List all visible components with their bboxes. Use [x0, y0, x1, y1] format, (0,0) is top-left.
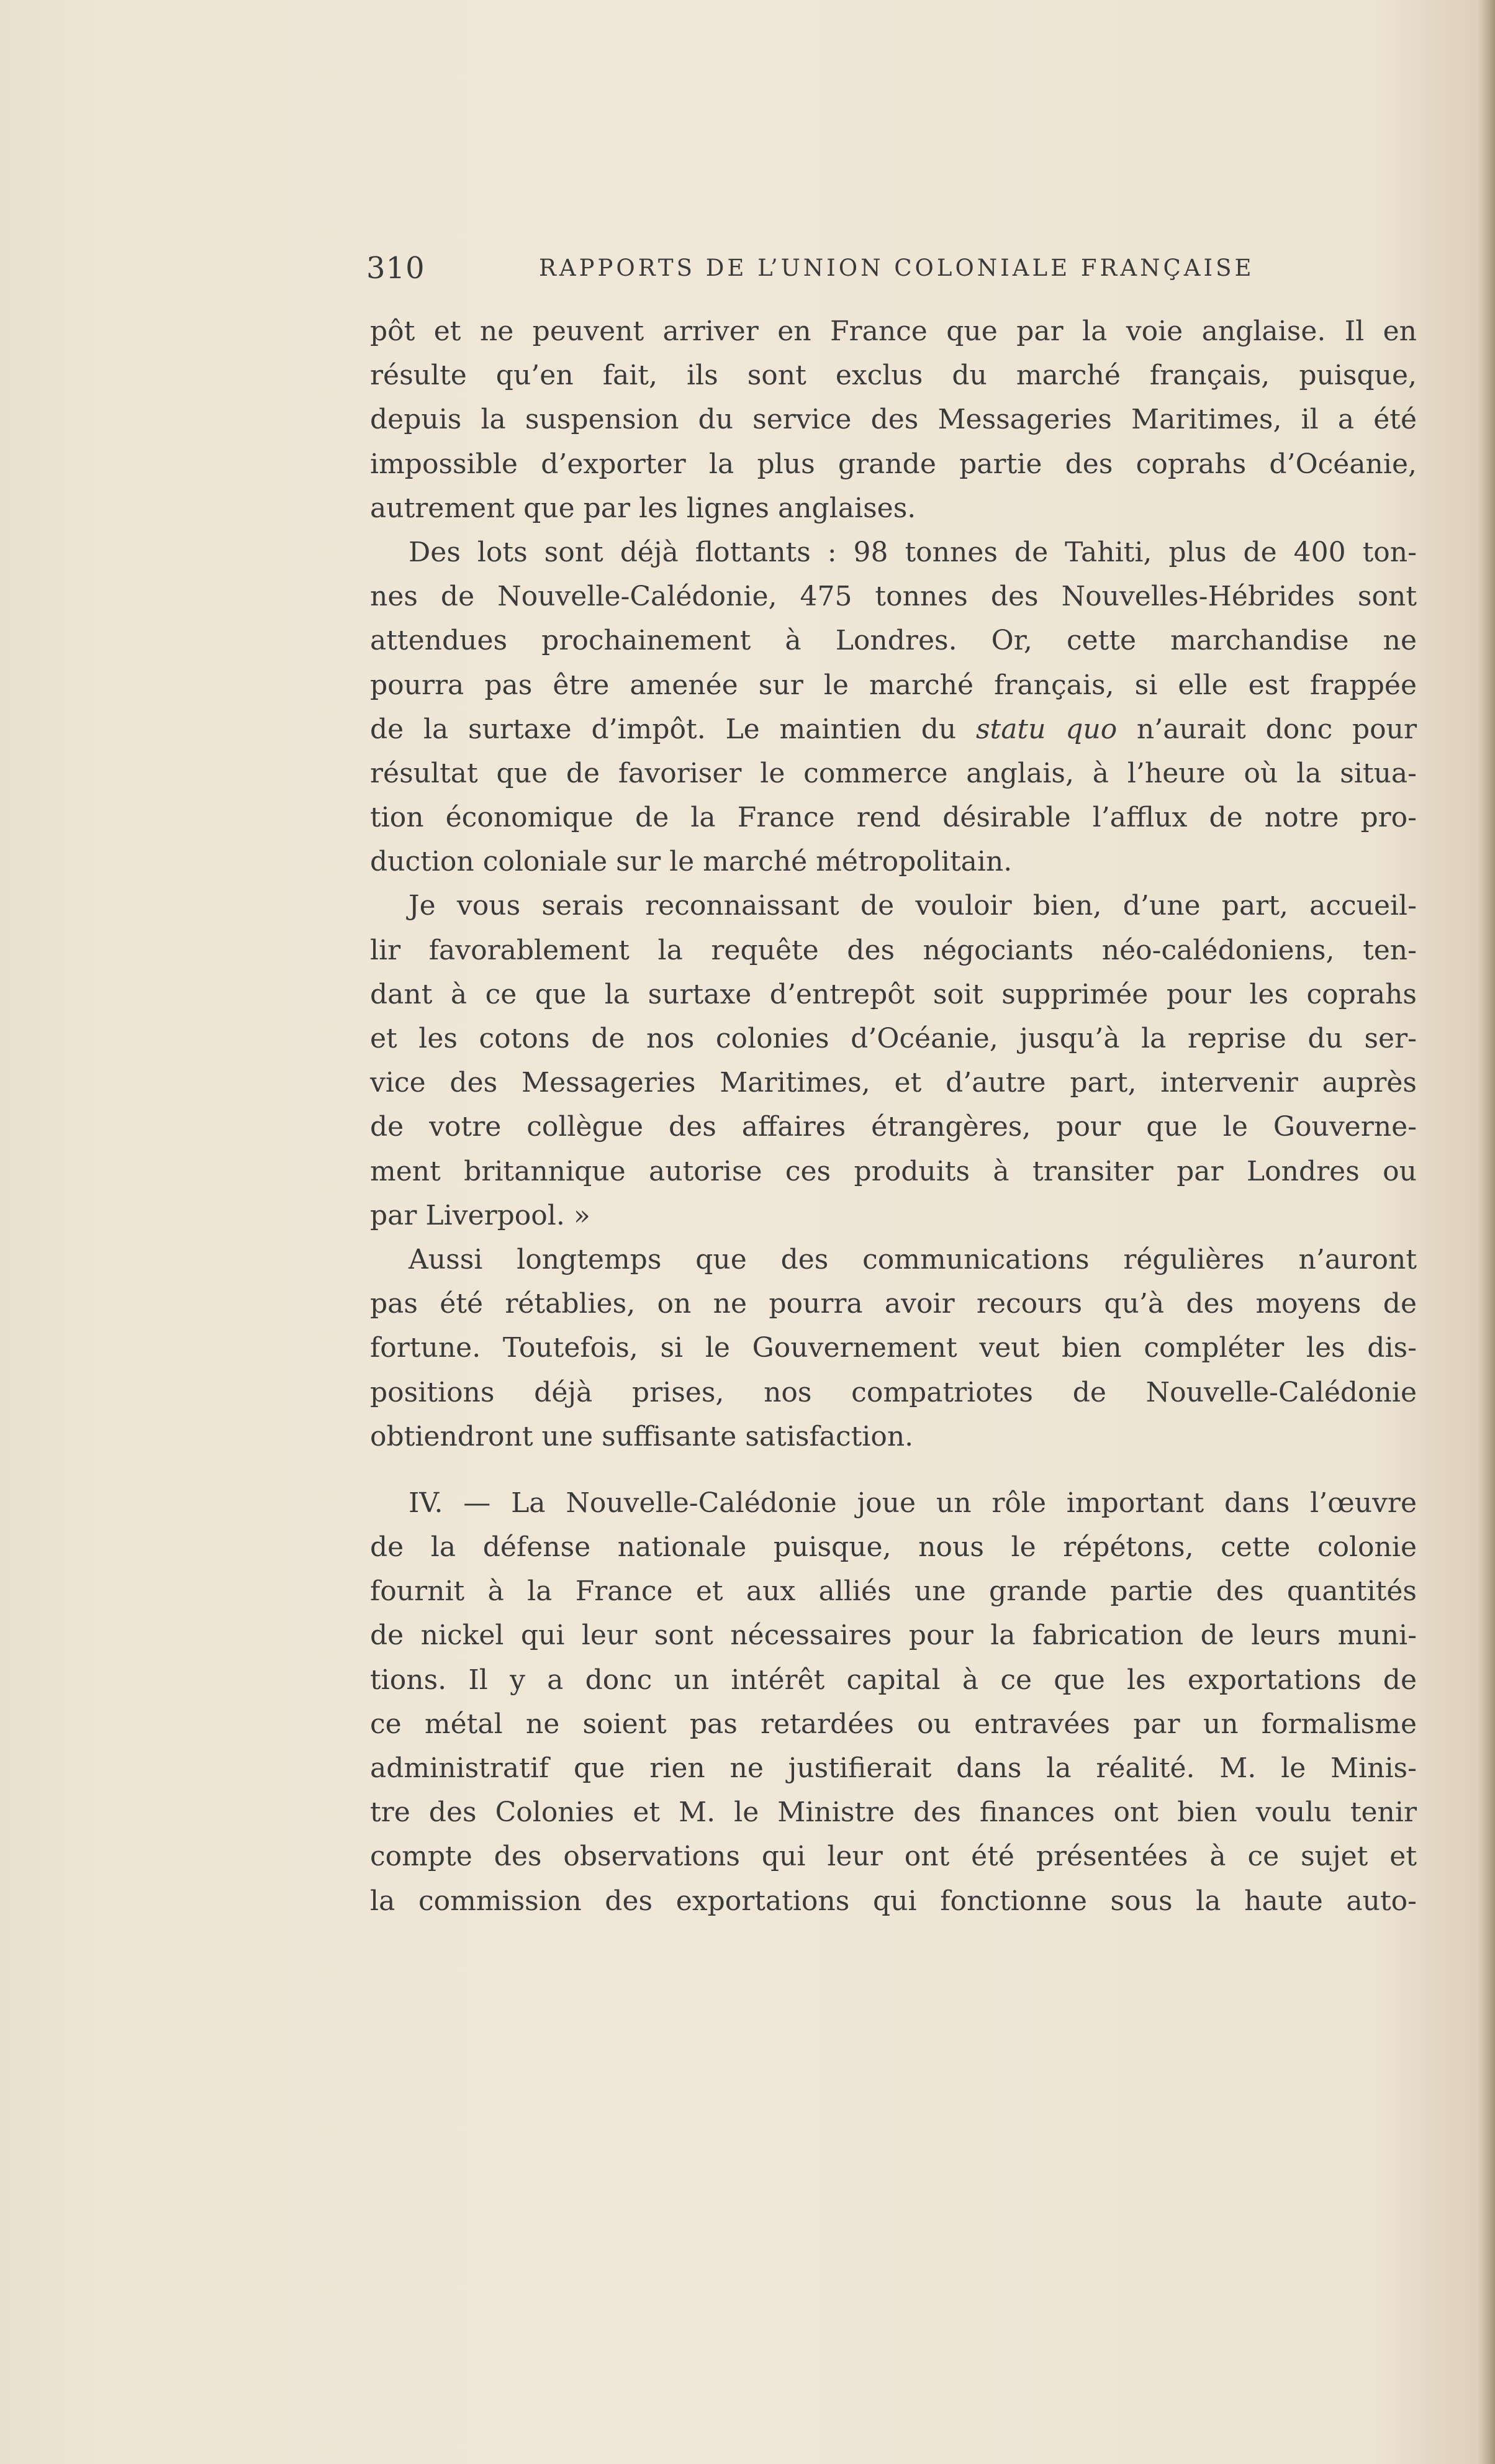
- text-line: dant à ce que la surtaxe d’entrepôt soit supprimée pour les coprahs: [370, 978, 1417, 1010]
- text-line: ment britannique autorise ces produits à transiter par Londres ou: [370, 1155, 1417, 1187]
- text-line: Aussi longtemps que des communications régulières n’auront: [409, 1243, 1417, 1275]
- text-line: impossible d’exporter la plus grande partie des coprahs d’Océanie,: [370, 448, 1417, 480]
- text-line: tre des Colonies et M. le Ministre des finances ont bien voulu tenir: [370, 1796, 1417, 1829]
- text-line: résultat que de favoriser le commerce anglais, à l’heure où la situa-: [370, 757, 1417, 789]
- text-line: résulte qu’en fait, ils sont exclus du marché français, puisque,: [370, 360, 1417, 392]
- italic-phrase: statu quo: [975, 713, 1118, 745]
- text-line: vice des Messageries Maritimes, et d’autre part, intervenir auprès: [370, 1067, 1417, 1099]
- text-line: autrement que par les lignes anglaises.: [370, 492, 916, 524]
- text-line: de la défense nationale puisque, nous le répétons, cette colonie: [370, 1531, 1417, 1564]
- text-line: lir favorablement la requête des négociants néo-calédoniens, ten-: [370, 934, 1417, 966]
- text-line: et les cotons de nos colonies d’Océanie, jusqu’à la reprise du ser-: [370, 1023, 1417, 1054]
- text-line: IV. — La Nouvelle-Calédonie joue un rôle important dans l’œuvre: [409, 1487, 1417, 1519]
- text-line: attendues prochainement à Londres. Or, cette marchandise ne: [370, 625, 1417, 657]
- text-line: fortune. Toutefois, si le Gouvernement veut bien compléter les dis-: [370, 1332, 1417, 1364]
- text-line: de la surtaxe d’impôt. Le maintien du statu quo n’aurait donc pour: [370, 713, 1417, 745]
- text-line: pourra pas être amenée sur le marché français, si elle est frappée: [370, 669, 1417, 701]
- text-line: nes de Nouvelle-Calédonie, 475 tonnes des Nouvelles-Hébrides sont: [370, 581, 1417, 613]
- text-line: de votre collègue des affaires étrangères, pour que le Gouverne-: [370, 1111, 1417, 1143]
- text-line: depuis la suspension du service des Messageries Maritimes, il a été: [370, 404, 1417, 436]
- text-line: administratif que rien ne justifierait dans la réalité. M. le Minis-: [370, 1752, 1417, 1784]
- text-line: positions déjà prises, nos compatriotes de Nouvelle-Calédonie: [370, 1376, 1417, 1408]
- body-text: [370, 309, 1417, 1923]
- text-line: tions. Il y a donc un intérêt capital à ce que les exportations de: [370, 1664, 1417, 1696]
- page-header: [366, 250, 1422, 287]
- text-line: ce métal ne soient pas retardées ou entravées par un formalisme: [370, 1708, 1417, 1740]
- text-line: fournit à la France et aux alliés une grande partie des quantités: [370, 1575, 1417, 1608]
- text-line: duction coloniale sur le marché métropolitain.: [370, 846, 1013, 878]
- text-line: obtiendront une suffisante satisfaction.: [370, 1420, 914, 1452]
- running-head: RAPPORTS DE L’UNION COLONIALE FRANÇAISE: [539, 255, 1255, 281]
- page-edge-shadow: [1478, 0, 1495, 2464]
- text-line: tion économique de la France rend désirable l’afflux de notre pro-: [370, 802, 1417, 834]
- text-line: par Liverpool. »: [370, 1199, 590, 1231]
- text-line: Je vous serais reconnaissant de vouloir bien, d’une part, accueil-: [409, 890, 1417, 922]
- page-number: 310: [366, 251, 425, 286]
- text-line: pas été rétablies, on ne pourra avoir recours qu’à des moyens de: [370, 1288, 1417, 1320]
- text-line: Des lots sont déjà flottants : 98 tonnes de Tahiti, plus de 400 ton-: [409, 536, 1417, 568]
- text-line: la commission des exportations qui fonctionne sous la haute auto-: [370, 1885, 1417, 1917]
- text-line: compte des observations qui leur ont été présentées à ce sujet et: [370, 1841, 1417, 1873]
- text-line: de nickel qui leur sont nécessaires pour la fabrication de leurs muni-: [370, 1619, 1417, 1652]
- text-line: pôt et ne peuvent arriver en France que par la voie anglaise. Il en: [370, 315, 1417, 347]
